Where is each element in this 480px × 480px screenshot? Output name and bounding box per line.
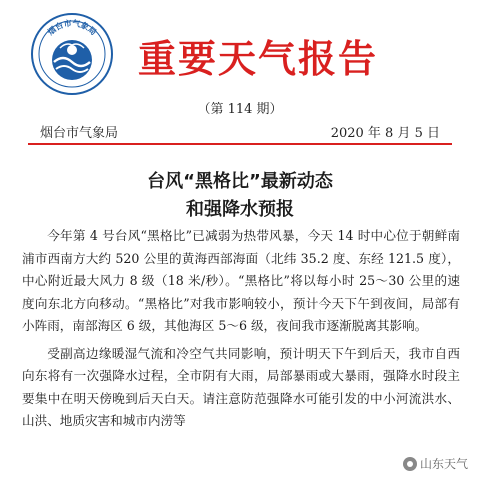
- meteorological-logo: [30, 12, 114, 96]
- logo-text: 烟台市气象局: [46, 18, 98, 37]
- logo-emblem-icon: [30, 12, 114, 96]
- paragraph: 受副高边缘暖湿气流和冷空气共同影响，预计明天下午到后天，我市自西向东将有一次强降水过程，全市阴有大雨，局部暴雨或大暴雨，强降水时段主要集中在明天傍晚到后天白天。请注意防范强降水可能引发的中小河流洪水、山洪、地质灾害和城市内涝等: [22, 345, 460, 428]
- issuing-office: 烟台市气象局: [40, 126, 119, 141]
- watermark-text: 山东天气: [419, 457, 468, 471]
- watermark-icon: [403, 457, 417, 471]
- source-watermark: [401, 455, 470, 472]
- issue-number: （第 114 期）: [197, 102, 283, 117]
- headline-line-2: 和强降水预报: [186, 199, 294, 220]
- issue-date: 2020 年 8 月 5 日: [330, 126, 440, 141]
- headline-line-1: 台风“黑格比”最新动态: [147, 171, 333, 192]
- paragraph: 今年第 4 号台风“黑格比”已减弱为热带风暴，今天 14 时中心位于朝鲜南浦市西南方大约 520 公里的黄海西部海面（北纬 35.2 度、东经 121.5 度），中心附近最大风力 8 级（18 米/秒）。“黑格比”将以每小时 25～30 公里的速度向东北方向移动。“黑格比”对我市影响较小，预计今天下午到夜间，局部有小阵雨，南部海区 6 级，其他海区 5～6 级，夜间我市逐渐脱离其影响。: [22, 228, 460, 333]
- red-divider: [28, 143, 452, 145]
- article-body: [22, 225, 460, 438]
- article-headline: [0, 168, 480, 224]
- report-title: 重要天气报告: [138, 37, 379, 81]
